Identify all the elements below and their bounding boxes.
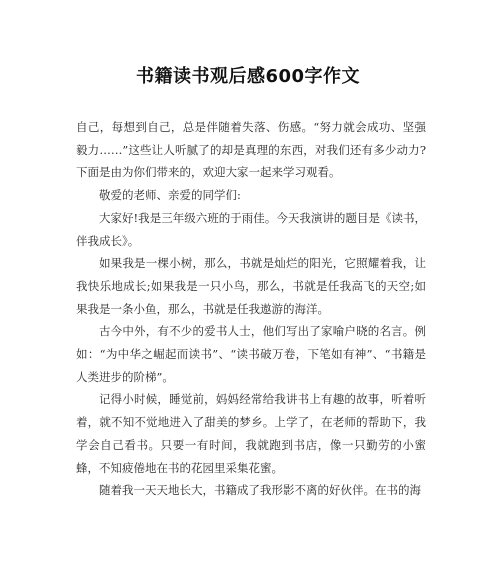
paragraph-metaphor: 如果我是一棵小树，那么，书就是灿烂的阳光，它照耀着我，让我快乐地成长;如果我是一只小鸟，那么，书就是任我高飞的天空;如果我是一条小鱼，那么，书就是任我遨游的海洋。 <box>76 256 426 316</box>
paragraph-quotes: 古今中外，有不少的爱书人士，他们写出了家喻户晓的名言。例如：“为中华之崛起而读书”、“读书破万卷，下笔如有神”、“书籍是人类进步的阶梯”。 <box>76 324 426 384</box>
paragraph-self-intro: 大家好!我是三年级六班的于雨佳。今天我演讲的题目是《读书，伴我成长》。 <box>76 210 426 248</box>
document-title: 书籍读书观后感600字作文 <box>135 66 361 87</box>
paragraph-childhood: 记得小时候，睡觉前，妈妈经常给我讲书上有趣的故事，听着听着，就不知不觉地进入了甜美的梦乡。上学了，在老师的帮助下，我学会自己看书。只要一有时间，我就跑到书店，像一只勤劳的小蜜蜂，不知疲倦地在书的花园里采集花蜜。 <box>76 392 426 475</box>
paragraph-intro: 自己，每想到自己，总是伴随着失落、伤感。“努力就会成功、坚强毅力……”这些让人听腻了的却是真理的东西，对我们还有多少动力?下面是由为你们带来的，欢迎大家一起来学习观看。 <box>76 120 426 180</box>
paragraph-greeting: 敬爱的老师、亲爱的同学们: <box>99 188 241 203</box>
paragraph-growing-up: 随着我一天天地长大，书籍成了我形影不离的好伙伴。在书的海 <box>99 483 421 498</box>
document-body <box>76 116 426 502</box>
